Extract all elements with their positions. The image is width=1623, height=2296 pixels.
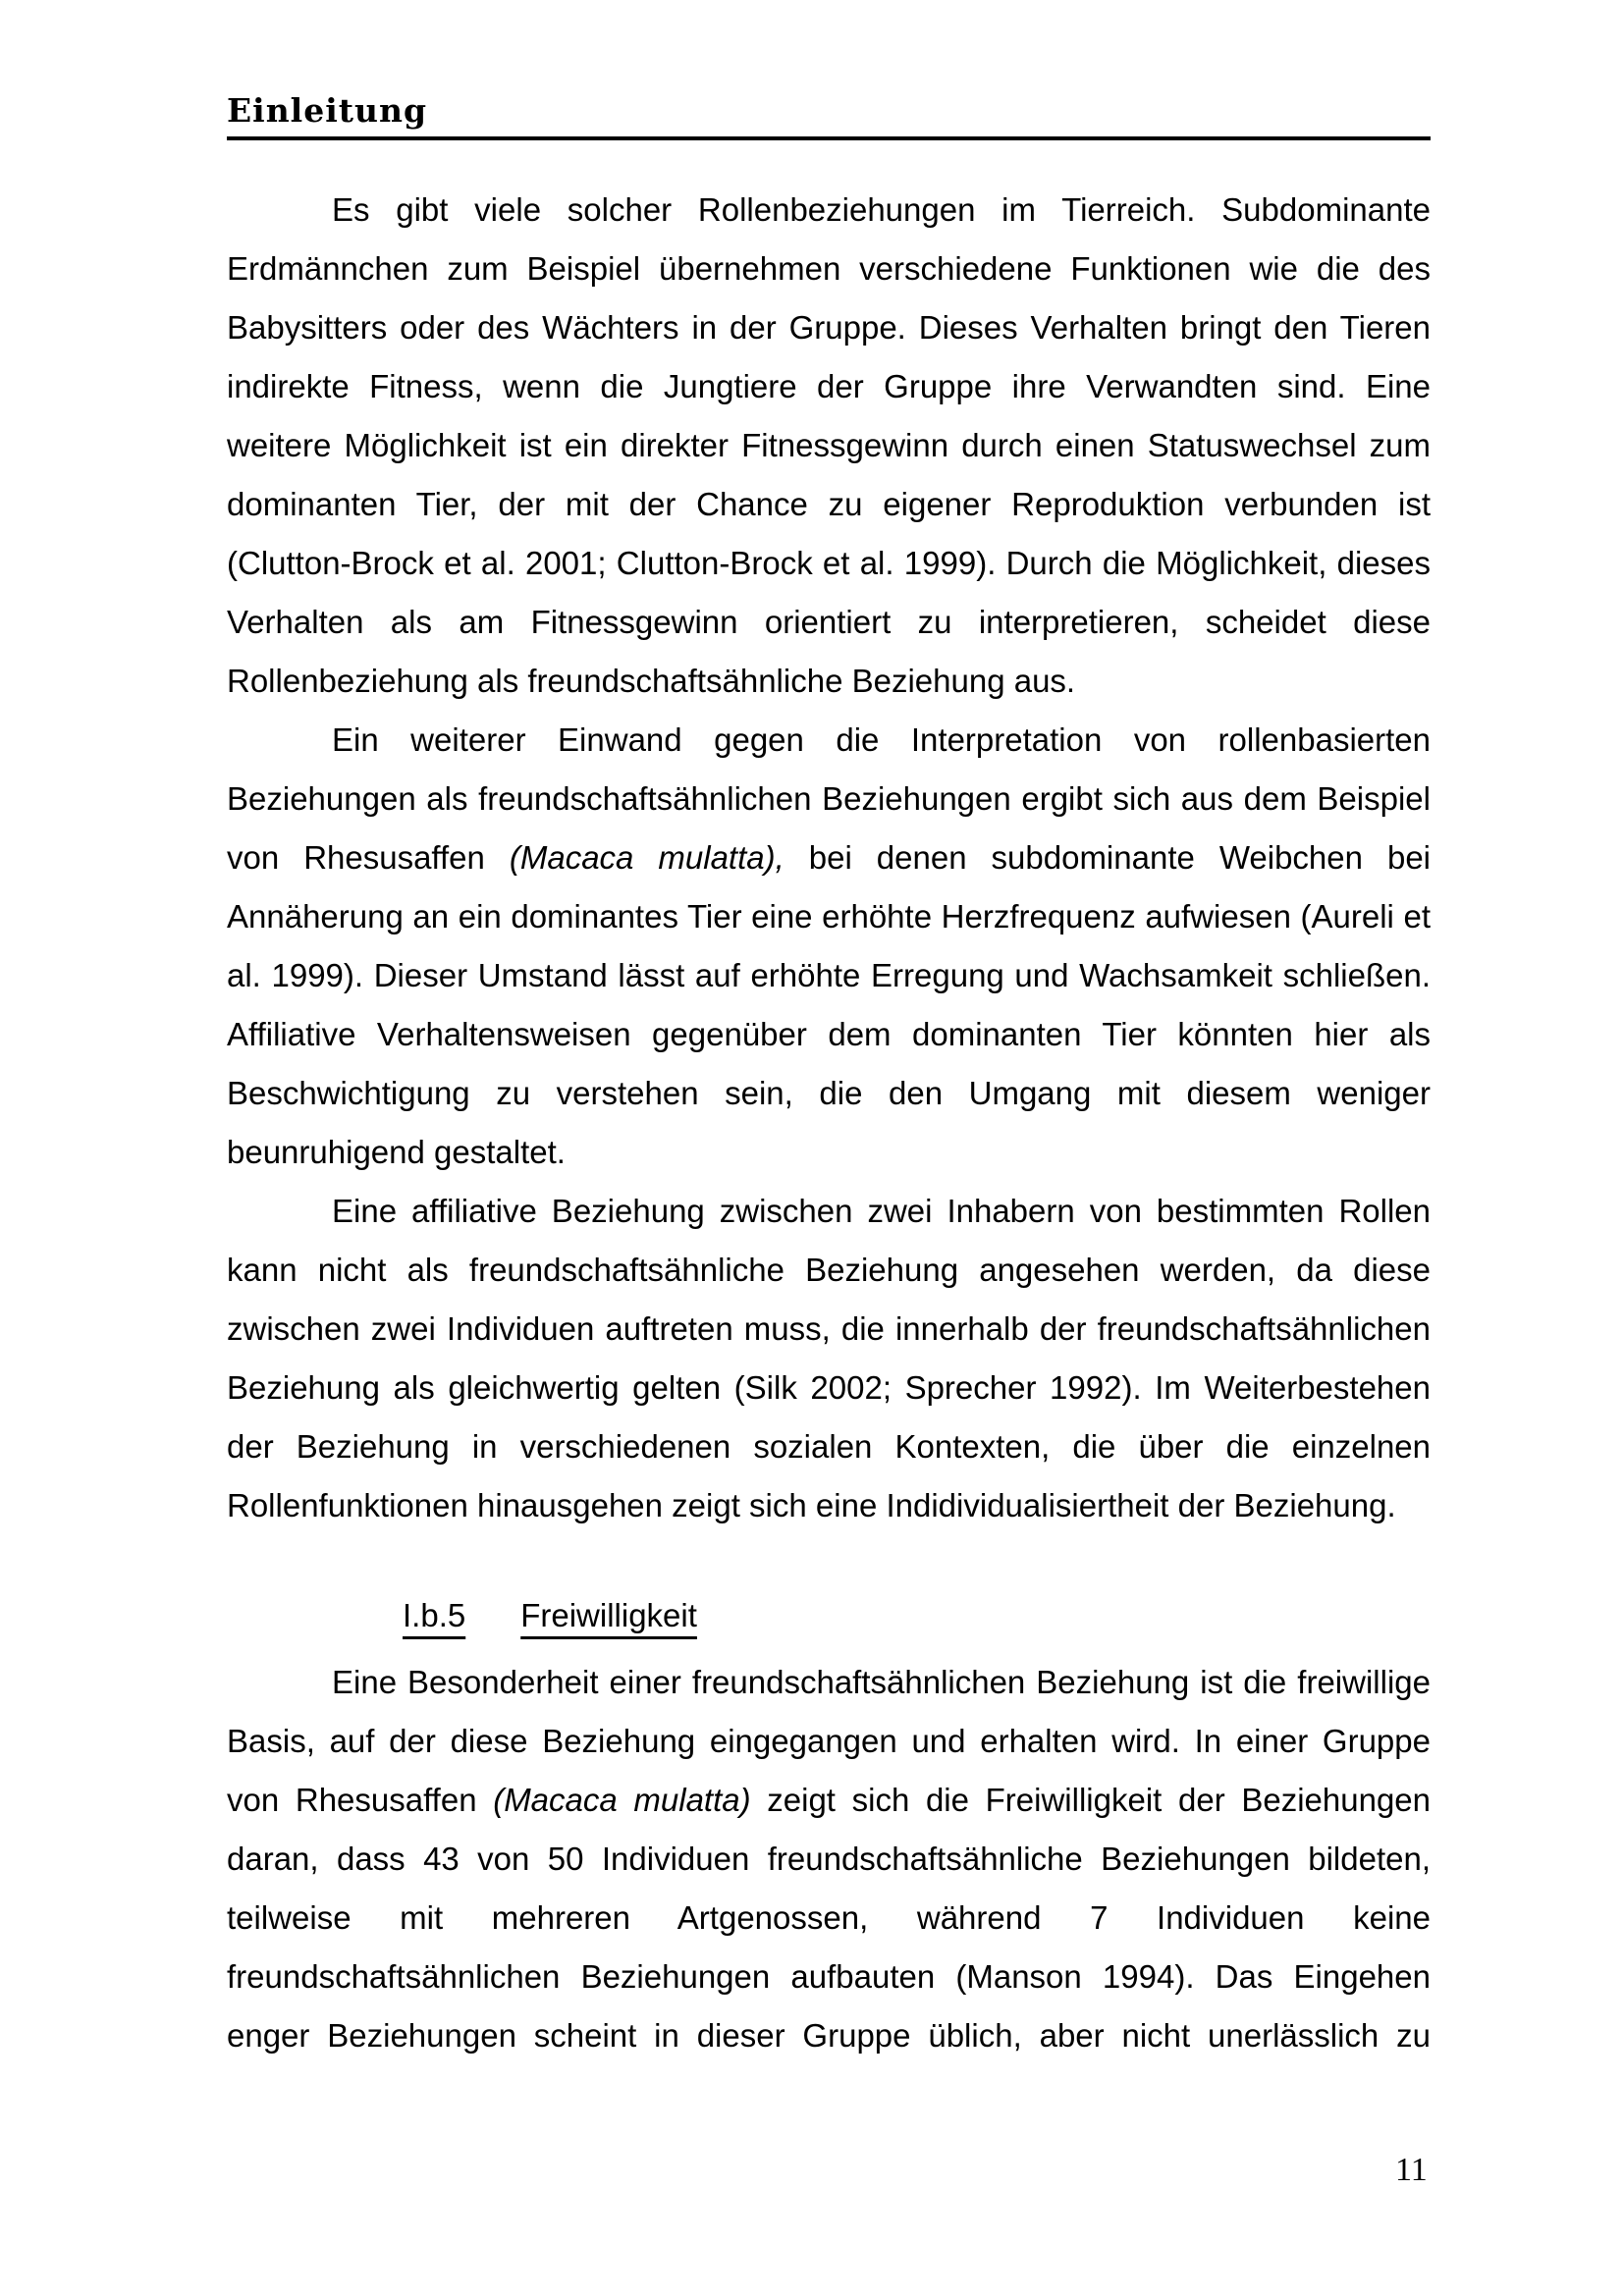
paragraph-freiwilligkeit <box>227 1653 1431 2065</box>
section-heading <box>227 1586 1431 1645</box>
paragraph-text: Es gibt viele solcher Rollenbeziehungen im Tierreich. Subdominante Erdmännchen zum Beispiel übernehmen verschiedene Funktionen wie die des Babysitters oder des Wächters in der Gruppe. Dieses Verhalten bringt den Tieren indirekte Fitness, wenn die Jungtiere der Gruppe ihre Verwandten sind. Eine weitere Möglichkeit ist ein direkter Fitnessgewinn durch einen Statuswechsel zum dominanten Tier, der mit der Chance zu eigener Reproduktion verbunden ist (Clutton-Brock et al. 2001; Clutton-Brock et al. 1999). Durch die Möglichkeit, dieses Verhalten als am Fitnessgewinn orientiert zu interpretieren, scheidet diese Rollenbeziehung als freundschaftsähnliche Beziehung aus. <box>227 191 1431 699</box>
paragraph-rollenbeziehungen <box>227 181 1431 711</box>
page-body <box>227 181 1431 2065</box>
species-name-italic: (Macaca mulatta) <box>493 1782 751 1818</box>
paragraph-text: Eine Besonderheit einer freundschaftsähnlichen Beziehung ist die freiwillige Basis, auf der diese Beziehung eingegangen und erhalten wird. In einer Gruppe von Rhesusaffen <box>227 1664 1431 1818</box>
running-header-title: Einleitung <box>227 91 428 130</box>
paragraph-text: bei denen subdominante Weibchen bei Annäherung an ein dominantes Tier eine erhöhte Herzfrequenz aufwiesen (Aureli et al. 1999). Dieser Umstand lässt auf erhöhte Erregung und Wachsamkeit schließen. Affiliative Verhaltensweisen gegenüber dem dominanten Tier könnten hier als Beschwichtigung zu verstehen sein, die den Umgang mit diesem weniger beunruhigend gestaltet. <box>227 839 1431 1170</box>
running-header <box>227 90 1431 140</box>
section-heading-title: Freiwilligkeit <box>520 1597 697 1633</box>
paragraph-affiliative-beziehung <box>227 1182 1431 1535</box>
species-name-italic: (Macaca mulatta), <box>509 839 784 876</box>
paragraph-text: zeigt sich die Freiwilligkeit der Beziehungen daran, dass 43 von 50 Individuen freundschaftsähnliche Beziehungen bildeten, teilweise mit mehreren Artgenossen, während 7 Individuen keine freundschaftsähnlichen Beziehungen aufbauten (Manson 1994). Das Eingehen enger Beziehungen scheint in dieser Gruppe üblich, aber nicht unerlässlich zu <box>227 1782 1432 2054</box>
paragraph-text: Ein weiterer Einwand gegen die Interpretation von rollenbasierten Beziehungen als freundschaftsähnlichen Beziehungen ergibt sich aus dem Beispiel von Rhesusaffen <box>227 721 1431 876</box>
section-heading-number: I.b.5 <box>403 1597 466 1633</box>
page-number: 11 <box>1395 2152 1428 2188</box>
paragraph-text: Eine affiliative Beziehung zwischen zwei Inhabern von bestimmten Rollen kann nicht als freundschaftsähnliche Beziehung angesehen werden, da diese zwischen zwei Individuen auftreten muss, die innerhalb der freundschaftsähnlichen Beziehung als gleichwertig gelten (Silk 2002; Sprecher 1992). Im Weiterbestehen der Beziehung in verschiedenen sozialen Kontexten, die über die einzelnen Rollenfunktionen hinausgehen zeigt sich eine Indidividualisiertheit der Beziehung. <box>227 1193 1431 1523</box>
paragraph-einwand-rhesusaffen <box>227 711 1431 1182</box>
